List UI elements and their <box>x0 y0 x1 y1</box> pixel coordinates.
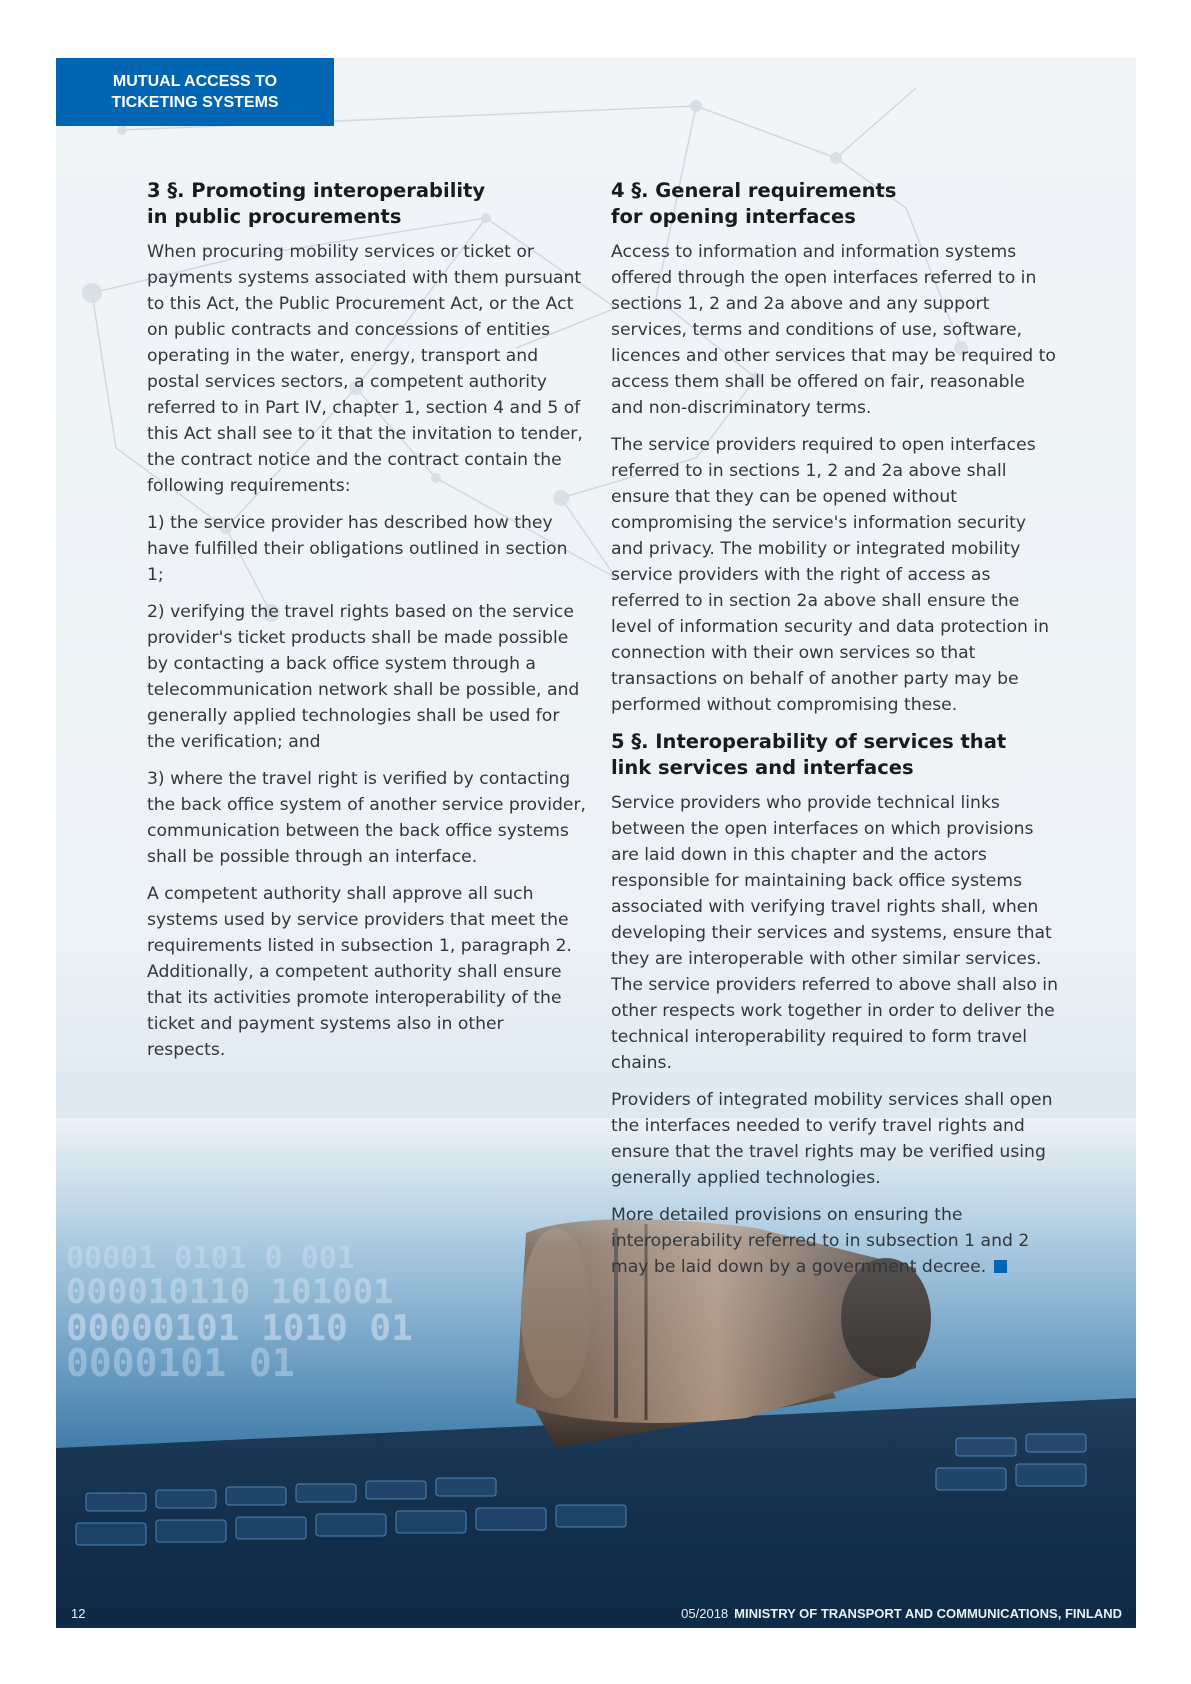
section3-requirement-1: 1) the service provider has described how they have fulfilled their obligations outlined in section 1; <box>147 513 568 585</box>
section5-final-text: More detailed provisions on ensuring the interoperability referred to in subsection 1 and 2 may be laid down by a government decree. <box>611 1205 1030 1277</box>
section-tag-line2: TICKETING SYSTEMS <box>111 94 279 111</box>
page <box>56 58 1136 1628</box>
left-column <box>147 178 587 1074</box>
section3-requirement-3: 3) where the travel right is verified by contacting the back office system of another service provider, communication between the back office systems shall be possible through an interface. <box>147 769 587 867</box>
section3-heading <box>147 178 587 230</box>
section4 <box>611 178 1059 718</box>
section-tag-line1: MUTUAL ACCESS TO <box>112 73 278 90</box>
section4-heading-line1: 4 §. General requirements <box>611 179 897 202</box>
section5-heading-line1: 5 §. Interoperability of services that <box>611 730 1007 753</box>
section5-heading <box>611 729 1059 781</box>
section3-paragraph: When procuring mobility services or ticket or payments systems associated with them pursuant to this Act, the Public Procurement Act, or the Act on public contracts and concessions of entities operating in the water, energy, transport and postal services sectors, a competent authority referred to in Part IV, chapter 1, section 4 and 5 of this Act shall see to it that the invitation to tender, the contract notice and the contract contain the following requirements: <box>147 242 583 496</box>
page-number: 12 <box>71 1606 86 1621</box>
section4-paragraph: Access to information and information systems offered through the open interfaces referred to in sections 1, 2 and 2a above and any support services, terms and conditions of use, software, licences and other services that may be required to access them shall be offered on fair, reasonable and non-discriminatory terms. <box>611 242 1056 418</box>
section5-paragraph: Service providers who provide technical links between the open interfaces on which provisions are laid down in this chapter and the actors responsible for maintaining back office systems associated with verifying travel rights shall, when developing their services and systems, ensure that they are interoperable with other similar services. The service providers referred to above shall also in other respects work together in order to deliver the technical interoperability required to form travel chains. <box>611 793 1058 1073</box>
section3-heading-line1: 3 §. Promoting interoperability <box>147 179 486 202</box>
footer-publisher <box>681 1606 1122 1621</box>
section5-paragraph: Providers of integrated mobility services shall open the interfaces needed to verify travel rights and ensure that the travel rights may be verified using generally applied technologies. <box>611 1090 1053 1188</box>
section3-heading-line2: in public procurements <box>147 205 402 228</box>
section3-paragraph: A competent authority shall approve all such systems used by service providers that meet the requirements listed in subsection 1, paragraph 2. Additionally, a competent authority shall ensure that its activities promote interoperability of the ticket and payment systems also in other respects. <box>147 884 572 1060</box>
section4-heading-line2: for opening interfaces <box>611 205 856 228</box>
section4-paragraph: The service providers required to open interfaces referred to in sections 1, 2 and 2a above shall ensure that they can be opened without compromising the service's information security and privacy. The mobility or integrated mobility service providers with the right of access as referred to in section 2a above shall ensure the level of information security and data protection in connection with their own services so that transactions on behalf of another party may be performed without compromising these. <box>611 435 1050 715</box>
footer-date: 05/2018 <box>681 1606 729 1621</box>
section4-heading <box>611 178 1059 230</box>
footer-organization: MINISTRY OF TRANSPORT AND COMMUNICATIONS, FINLAND <box>734 1606 1122 1621</box>
section3-requirement-2: 2) verifying the travel rights based on the service provider's ticket products shall be made possible by contacting a back office system through a telecommunication network shall be possible, and generally applied technologies shall be used for the verification; and <box>147 602 580 752</box>
section5-paragraph-final <box>611 1202 1059 1280</box>
section5-heading-line2: link services and interfaces <box>611 756 914 779</box>
section5 <box>611 729 1059 1280</box>
right-column <box>611 178 1059 1291</box>
section-tag <box>56 58 334 126</box>
end-of-article-square-icon <box>994 1260 1007 1273</box>
